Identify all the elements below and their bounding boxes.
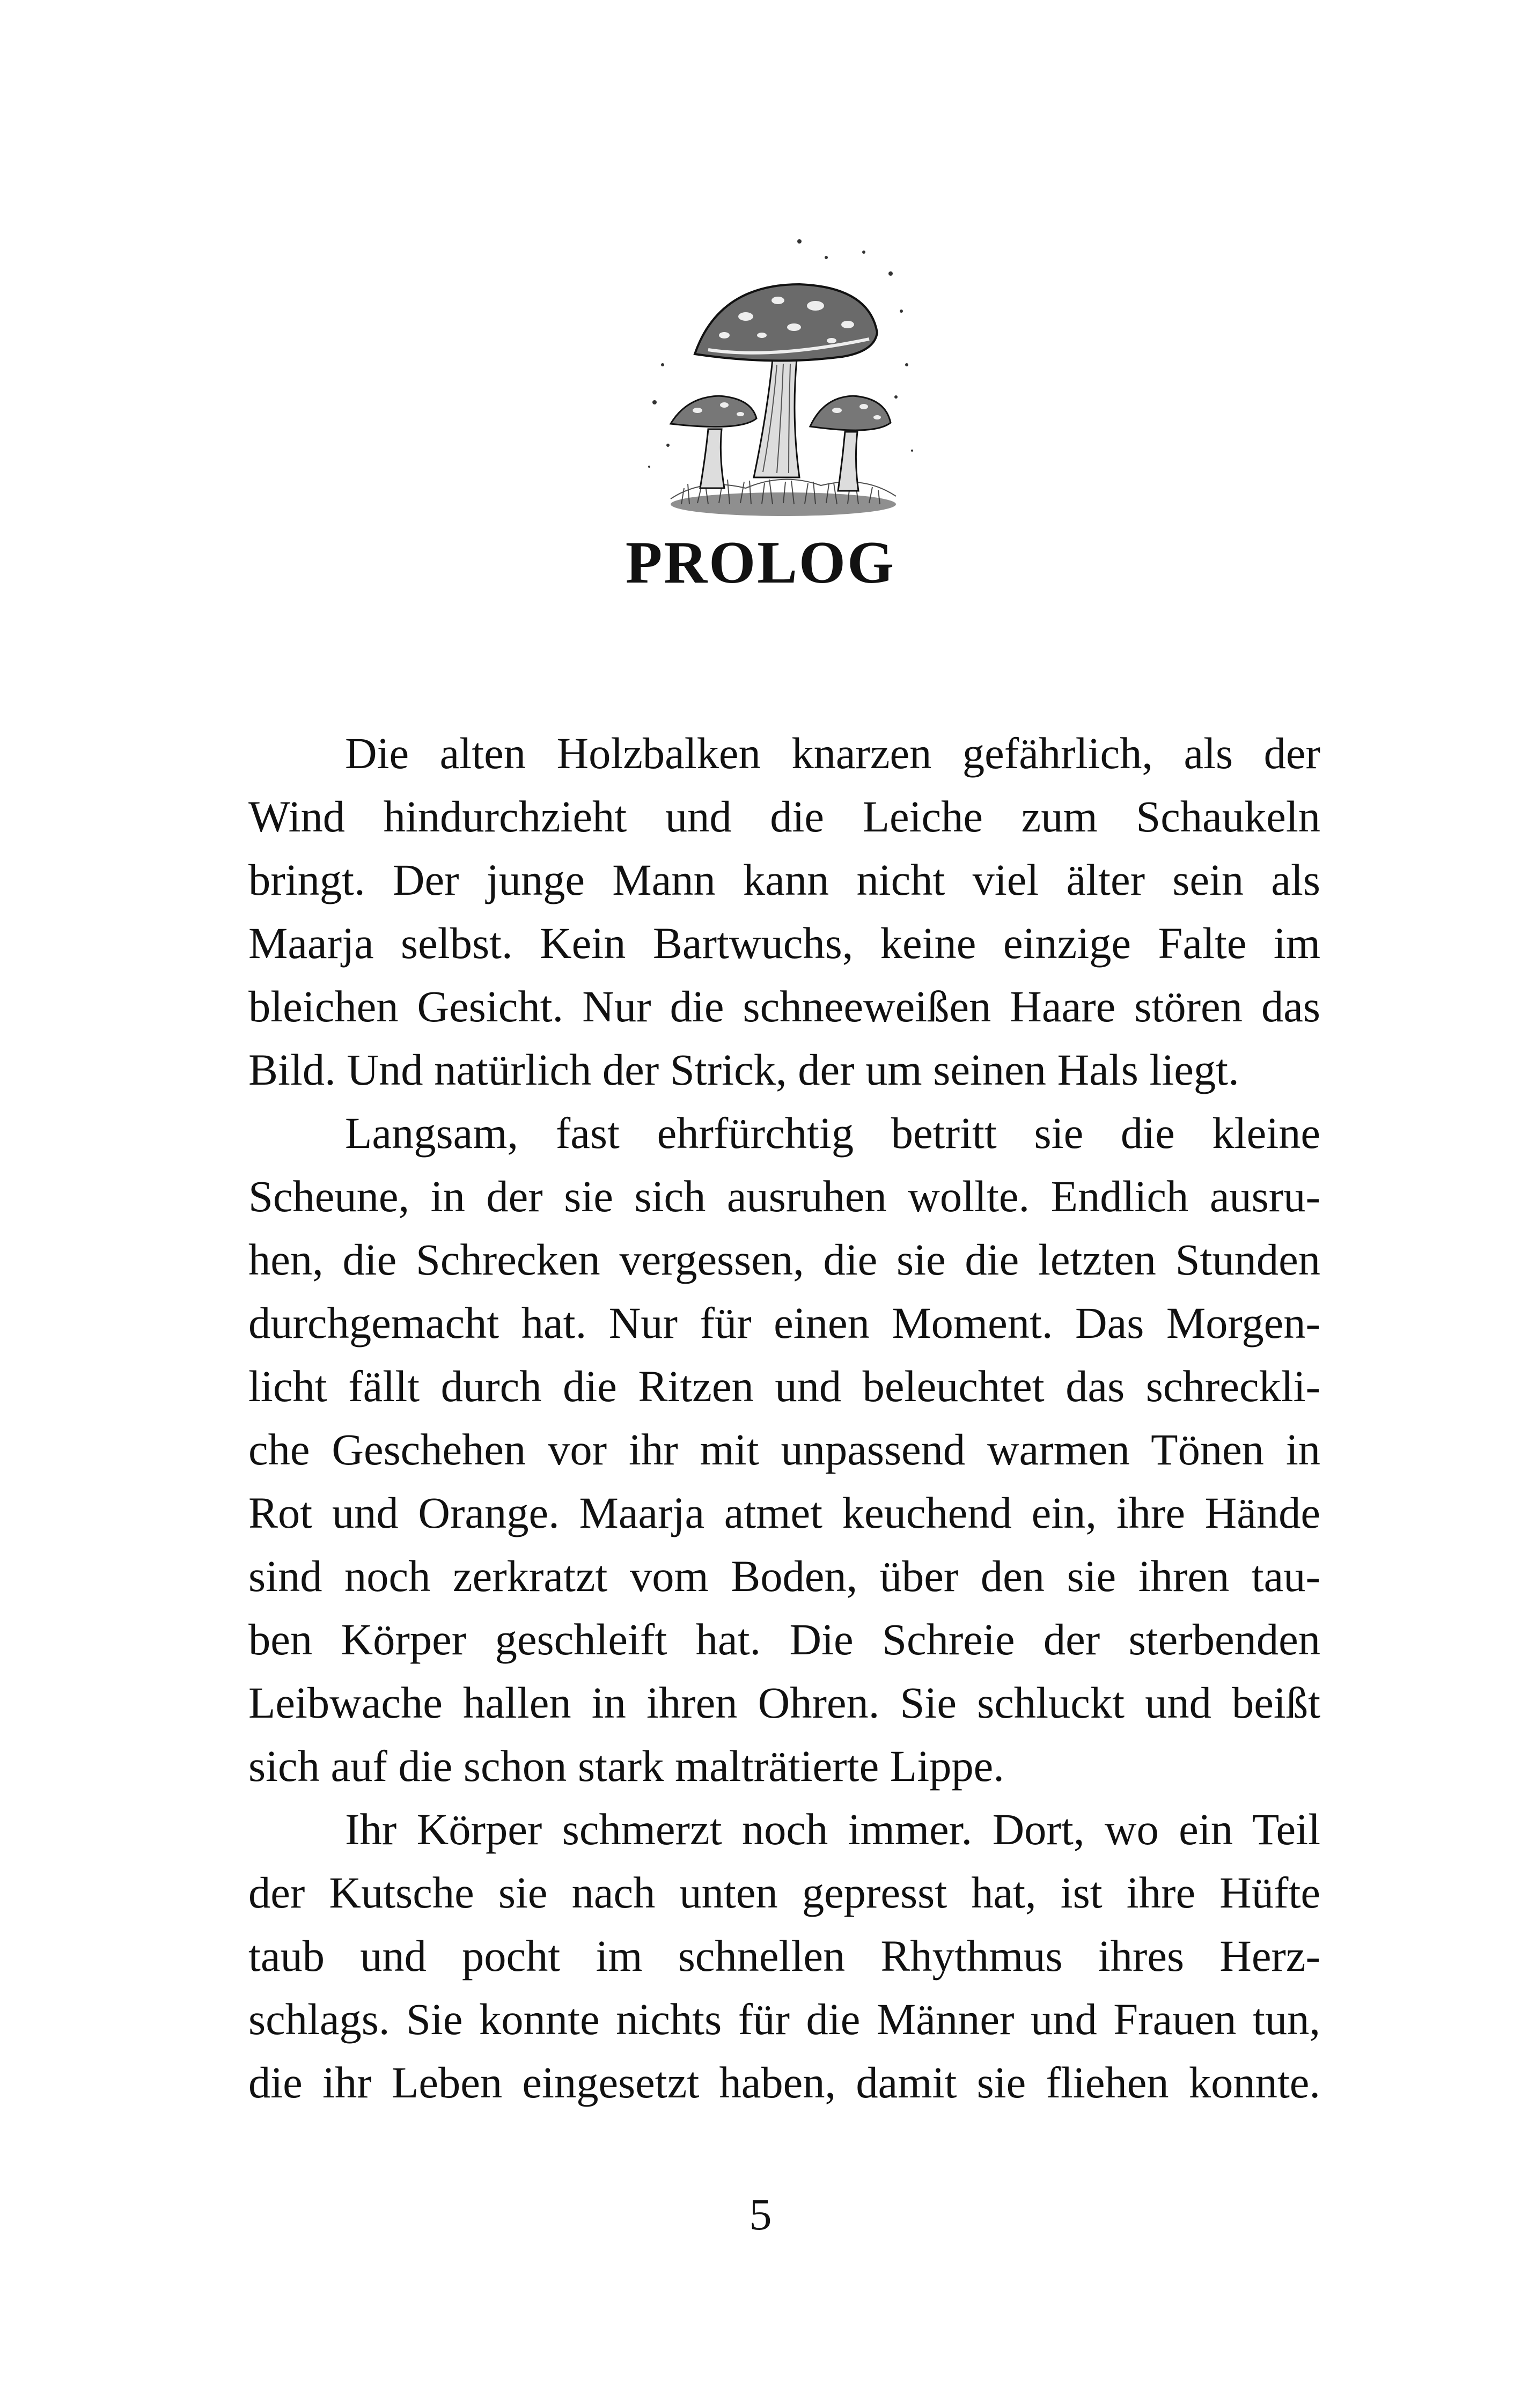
chapter-body (248, 721, 1320, 2114)
paragraph (248, 721, 1320, 1101)
text-line: der Kutsche sie nach unten gepresst hat, ist ihre Hüfte (248, 1868, 1320, 1917)
text-line: taub und pocht im schnellen Rhythmus ihres Herz- (248, 1931, 1320, 1980)
text-line: Ihr Körper schmerzt noch immer. Dort, wo ein Teil (345, 1805, 1320, 1854)
text-line: Scheune, in der sie sich ausruhen wollte. Endlich ausru- (248, 1172, 1320, 1221)
chapter-title: PROLOG (625, 529, 896, 596)
paragraph (248, 1101, 1320, 1798)
text-line: Wind hindurchzieht und die Leiche zum Schaukeln (248, 792, 1320, 841)
text-line: che Geschehen vor ihr mit unpassend warmen Tönen in (248, 1425, 1320, 1474)
text-line: die ihr Leben eingesetzt haben, damit sie fliehen konnte. (248, 2058, 1320, 2107)
text-line: sich auf die schon stark malträtierte Lippe. (248, 1741, 1004, 1791)
text-line: Bild. Und natürlich der Strick, der um seinen Hals liegt. (248, 1045, 1239, 1094)
mushroom-cluster-illustration-icon (638, 225, 928, 526)
text-line: licht fällt durch die Ritzen und beleuchtet das schreckli- (248, 1361, 1320, 1411)
text-line: bringt. Der junge Mann kann nicht viel älter sein als (248, 855, 1320, 904)
text-line: Langsam, fast ehrfürchtig betritt sie die kleine (345, 1108, 1320, 1158)
text-line: bleichen Gesicht. Nur die schneeweißen Haare stören das (248, 982, 1320, 1031)
text-line: Die alten Holzbalken knarzen gefährlich, als der (345, 728, 1320, 778)
text-line: ben Körper geschleift hat. Die Schreie der sterbenden (248, 1615, 1320, 1664)
text-line: hen, die Schrecken vergessen, die sie die letzten Stunden (248, 1235, 1320, 1284)
text-line: Rot und Orange. Maarja atmet keuchend ein, ihre Hände (248, 1488, 1320, 1537)
text-line: durchgemacht hat. Nur für einen Moment. Das Morgen- (248, 1298, 1320, 1347)
text-line: Maarja selbst. Kein Bartwuchs, keine einzige Falte im (248, 918, 1320, 968)
text-line: sind noch zerkratzt vom Boden, über den sie ihren tau- (248, 1551, 1320, 1601)
paragraph (248, 1798, 1320, 2114)
page-number: 5 (749, 2190, 772, 2240)
text-line: schlags. Sie konnte nichts für die Männer und Frauen tun, (248, 1994, 1320, 2044)
text-line: Leibwache hallen in ihren Ohren. Sie schluckt und beißt (248, 1678, 1320, 1727)
